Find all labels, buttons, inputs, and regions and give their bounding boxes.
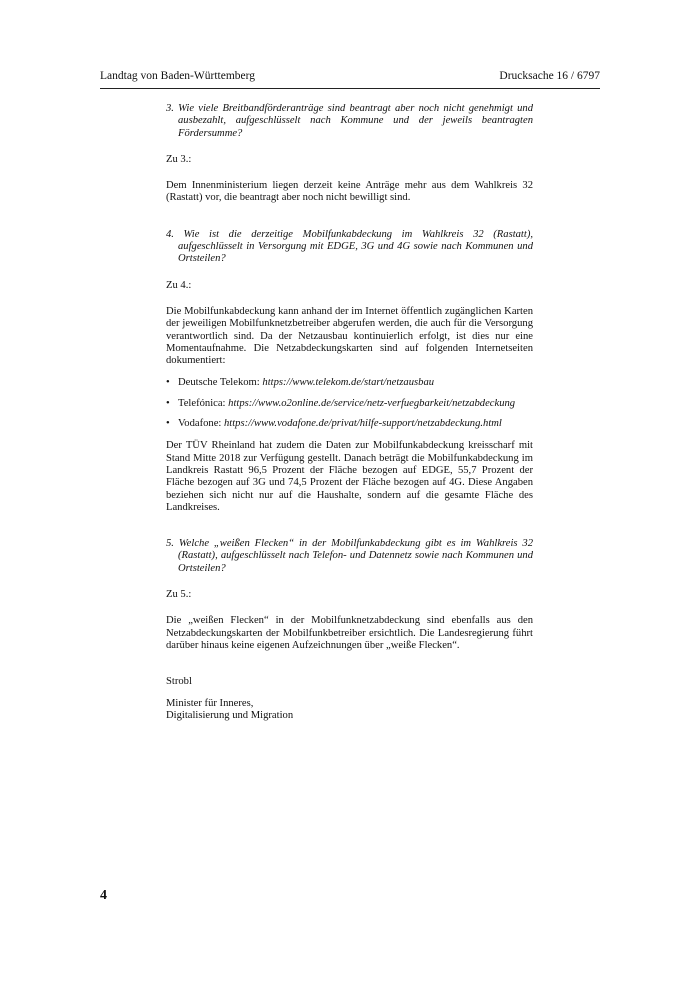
list-item (166, 377, 533, 389)
bullet: • (166, 418, 170, 430)
answer-4-paragraph-2: Der TÜV Rheinland hat zudem die Daten zur Mobilfunkabdeckung kreisscharf mit Stand Mitte 2018 zur Verfügung gestellt. Danach beträgt die Mobilfunkabdeckung im Landkreis Rastatt 96,5 Prozent der Fläche bezogen auf EDGE, 55,7 Prozent der Fläche bezogen auf 3G und 74,5 Prozent der Fläche bezogen auf 4G. Diese Angaben beziehen sich nicht nur auf die Haushalte, sondern auf die gesamte Fläche des Landkreises. (166, 440, 533, 513)
signature-title-line-2: Digitalisierung und Migration (166, 709, 294, 721)
bullet: • (166, 377, 170, 389)
answer-4-heading: Zu 4.: (166, 279, 192, 291)
link-url[interactable]: https://www.vodafone.de/privat/hilfe-support/netzabdeckung.html (224, 418, 502, 430)
answer-5-heading: Zu 5.: (166, 589, 192, 601)
signature-title-line-1: Minister für Inneres, (166, 697, 254, 709)
list-item (166, 418, 533, 430)
list-item (166, 398, 533, 410)
header-divider (100, 88, 600, 89)
link-label: Deutsche Telekom: (178, 377, 263, 389)
link-url[interactable]: https://www.telekom.de/start/netzausbau (262, 377, 435, 389)
answer-3-heading: Zu 3.: (166, 153, 192, 165)
page-header (100, 70, 600, 82)
header-right: Drucksache 16 / 6797 (499, 70, 600, 82)
bullet: • (166, 397, 170, 409)
question-3: 3. Wie viele Breitbandförderanträge sind beantragt aber noch nicht genehmigt und ausbezahlt, aufgeschlüsselt nach Kommune und der jeweils beantragten Fördersumme? (166, 103, 533, 139)
header-left: Landtag von Baden-Württemberg (100, 70, 255, 82)
network-coverage-links (166, 377, 533, 430)
link-url[interactable]: https://www.o2online.de/service/netz-verfuegbarkeit/netzabdeckung (228, 397, 516, 409)
question-4: 4. Wie ist die derzeitige Mobilfunkabdeckung im Wahlkreis 32 (Rastatt), aufgeschlüsselt in Versorgung mit EDGE, 3G und 4G sowie nach Kommunen und Ortsteilen? (166, 228, 533, 265)
link-label: Telefónica: (178, 397, 229, 409)
link-label: Vodafone: (178, 418, 224, 430)
answer-5: Die „weißen Flecken“ in der Mobilfunknetzabdeckung sind ebenfalls aus den Netzabdeckungskarten der Mobilfunkbetreiber ersichtlich. Die Landesregierung führt darüber hinaus keine eigenen Aufzeichnungen über „weiße Flecken“. (166, 615, 533, 651)
answer-3: Dem Innenministerium liegen derzeit keine Anträge mehr aus dem Wahlkreis 32 (Rastatt) vor, die beantragt aber noch nicht bewilligt sind. (166, 180, 533, 204)
question-5: 5. Welche „weißen Flecken“ in der Mobilfunkabdeckung gibt es im Wahlkreis 32 (Rastatt), aufgeschlüsselt nach Telefon- und Datennetz sowie nach Kommunen und Ortsteilen? (166, 538, 533, 574)
signature-name: Strobl (166, 676, 192, 688)
document-body (166, 103, 533, 722)
page-number: 4 (100, 888, 107, 903)
answer-4-paragraph-1: Die Mobilfunkabdeckung kann anhand der im Internet öffentlich zugänglichen Karten der jeweiligen Mobilfunknetzbetreiber abgerufen werden, die auch für die Versorgung verantwortlich sind. Da der Netzausbau kontinuierlich erfolgt, ist dies nur eine Momentaufnahme. Die Netzabdeckungskarten sind auf folgenden Internetseiten dokumentiert: (166, 305, 533, 367)
